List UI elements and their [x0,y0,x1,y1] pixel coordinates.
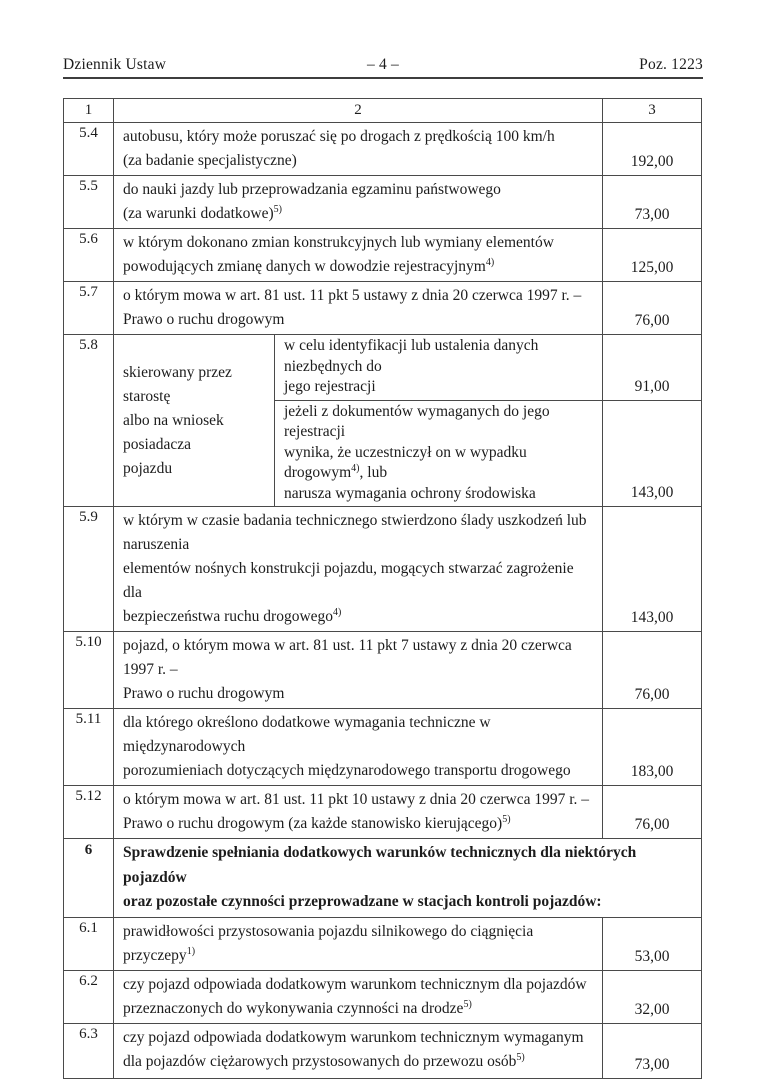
row-number-cell: 5.5 [64,176,114,229]
text-line: pojazd, o którym mowa w art. 81 ust. 11 pkt 7 ustawy z dnia 20 czerwca 1997 r. – [123,637,572,678]
fee-cell: 183,00 [603,709,702,786]
text-line: (za warunki dodatkowe)$^{5)}$ [123,203,282,222]
text-line: prawidłowości przystosowania pojazdu silnikowego do ciągnięcia [123,922,534,940]
description-cell [114,970,603,1023]
section-heading-cell [114,839,702,918]
text-line: w którym w czasie badania technicznego stwierdzono ślady uszkodzeń lub naruszenia [123,512,587,553]
table-column-header-row [64,99,702,123]
text-line: narusza wymagania ochrony środowiska [284,484,536,502]
text-line: bezpieczeństwa ruchu drogowego$^{4)}$ [123,606,342,625]
description-cell [114,282,603,335]
text-line: albo na wniosek posiadacza [123,411,224,453]
row-number-cell: 5.9 [64,507,114,632]
fee-cell: 32,00 [603,970,702,1023]
table-row [64,229,702,282]
text-line: w którym dokonano zmian konstrukcyjnych lub wymiany elementów [123,234,554,251]
text-line: Prawo o ruchu drogowym (za każde stanowisko kierującego)$^{5)}$ [123,813,511,832]
description-cell [114,229,603,282]
text-line: porozumieniach dotyczących międzynarodowego transportu drogowego [123,762,571,779]
text-line: powodujących zmianę danych w dowodzie rejestracyjnym$^{4)}$ [123,256,495,275]
fee-cell: 73,00 [603,1023,702,1078]
fee-cell: 143,00 [603,507,702,632]
text-line: Sprawdzenie spełniania dodatkowych warunków technicznych dla niektórych pojazdów [123,844,637,886]
table-row [64,1023,702,1078]
table-row [64,709,702,786]
fees-table [63,98,702,1079]
column-header-1: 1 [64,99,114,123]
text-line: do nauki jazdy lub przeprowadzania egzaminu państwowego [123,181,501,198]
text-line: Prawo o ruchu drogowym [123,685,285,702]
row-number-cell: 6 [64,839,114,918]
fee-cell: 143,00 [603,400,702,507]
row-number-cell: 5.11 [64,709,114,786]
section-row [64,839,702,918]
referral-context-cell [114,335,275,507]
text-line: o którym mowa w art. 81 ust. 11 pkt 10 ustawy z dnia 20 czerwca 1997 r. – [123,791,590,808]
text-line: w celu identyfikacji lub ustalenia danych niezbędnych do [284,337,539,375]
table-row [64,786,702,839]
table-row [64,123,702,176]
footnote-ref: 4) [351,462,360,474]
text-line: autobusu, który może poruszać się po drogach z prędkością 100 km/h [123,128,555,145]
description-cell [114,176,603,229]
description-cell [114,709,603,786]
description-cell [114,786,603,839]
footnote-ref: 5) [502,813,511,825]
row-number-cell: 5.8 [64,335,114,507]
page-number: – 4 – [366,56,399,73]
fee-cell: 53,00 [603,917,702,970]
journal-running-head [63,56,703,79]
text-line: czy pojazd odpowiada dodatkowym warunkom technicznym dla pojazdów [123,975,587,993]
row-number-cell: 5.12 [64,786,114,839]
text-line: jego rejestracji [284,378,376,395]
fee-cell: 192,00 [603,123,702,176]
row-number-cell: 5.10 [64,632,114,709]
description-cell [275,400,603,507]
footnote-ref: 1) [186,945,196,957]
text-line: oraz pozostałe czynności przeprowadzane w stacjach kontroli pojazdów: [123,893,602,910]
text-line: o którym mowa w art. 81 ust. 11 pkt 5 ustawy z dnia 20 czerwca 1997 r. – [123,287,582,304]
table-row [64,917,702,970]
text-line: czy pojazd odpowiada dodatkowym warunkom technicznym wymaganym [123,1028,584,1046]
footnote-ref: 5) [273,203,282,215]
table-row [64,282,702,335]
row-number-cell: 5.6 [64,229,114,282]
fee-cell: 91,00 [603,335,702,401]
column-header-3: 3 [603,99,702,123]
row-number-cell: 6.3 [64,1023,114,1078]
journal-title: Dziennik Ustaw [63,56,167,73]
footnote-ref: 4) [485,256,495,268]
fee-cell: 76,00 [603,786,702,839]
row-number-cell: 6.2 [64,970,114,1023]
table-row [64,632,702,709]
description-cell [114,507,603,632]
description-cell [114,1023,603,1078]
fee-cell: 125,00 [603,229,702,282]
text-line: elementów nośnych konstrukcji pojazdu, mogących stwarzać zagrożenie dla [123,560,574,601]
fee-cell: 76,00 [603,282,702,335]
text-line: dla pojazdów ciężarowych przystosowanych do przewozu osób$^{5)}$ [123,1051,525,1070]
text-line: dla którego określono dodatkowe wymagania techniczne w międzynarodowych [123,714,491,755]
text-line: pojazdu [123,459,173,477]
row-number-cell: 6.1 [64,917,114,970]
footnote-ref: 5) [516,1051,525,1063]
description-cell [114,123,603,176]
table-row [64,970,702,1023]
position-number: Poz. 1223 [639,56,703,73]
column-header-2: 2 [114,99,603,123]
text-line: przeznaczonych do wykonywania czynności na drodze$^{5)}$ [123,998,472,1017]
text-line: wynika, że uczestniczył on w wypadku drogowym$^{4)}$, lub [284,443,527,481]
text-line: przyczepy$^{1)}$ [123,945,196,964]
text-line: Prawo o ruchu drogowym [123,311,285,328]
footnote-ref: 4) [333,606,342,618]
fee-cell: 76,00 [603,632,702,709]
description-cell [114,917,603,970]
fee-cell: 73,00 [603,176,702,229]
row-number-cell: 5.7 [64,282,114,335]
text-line: (za badanie specjalistyczne) [123,152,297,169]
text-line: skierowany przez starostę [123,363,232,405]
footnote-ref: 5) [463,998,472,1010]
description-cell [275,335,603,401]
text-line: jeżeli z dokumentów wymaganych do jego rejestracji [284,402,550,440]
table-row [64,176,702,229]
table-row [64,507,702,632]
row-number-cell: 5.4 [64,123,114,176]
table-row [64,335,702,401]
description-cell [114,632,603,709]
